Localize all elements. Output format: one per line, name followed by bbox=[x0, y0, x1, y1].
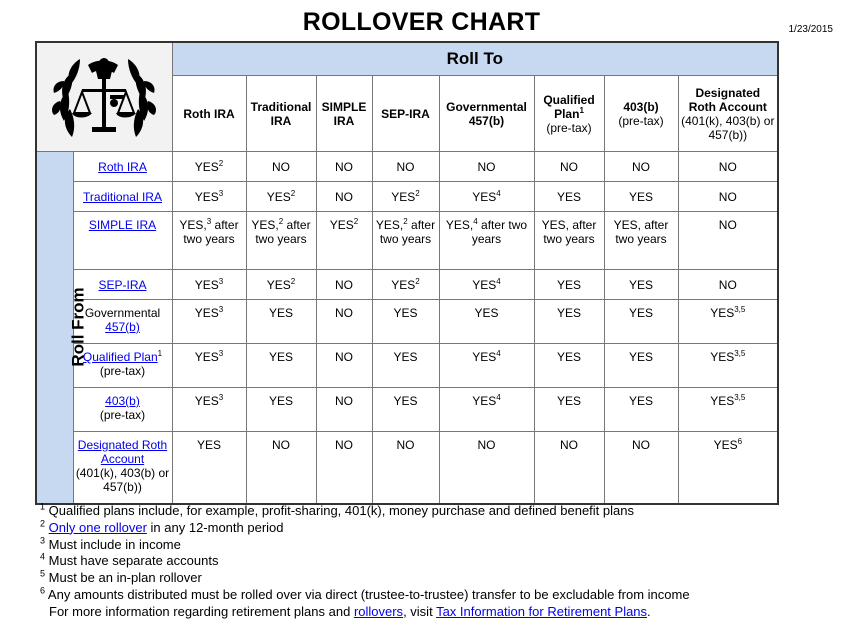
table-cell bbox=[246, 300, 316, 344]
cell-value: YES bbox=[472, 189, 497, 204]
row-header-link[interactable]: Qualified Plan bbox=[82, 350, 158, 364]
table-cell bbox=[372, 152, 439, 182]
footnote-ref: 3 bbox=[218, 349, 224, 358]
table-cell bbox=[439, 152, 534, 182]
table-cell bbox=[172, 212, 246, 270]
cell-value: YES bbox=[556, 306, 581, 320]
table-cell bbox=[678, 212, 778, 270]
footnote-ref: 4 bbox=[496, 276, 501, 286]
cell-value: YES bbox=[194, 306, 219, 320]
footnote-text: in any 12-month period bbox=[146, 519, 284, 535]
table-cell bbox=[172, 152, 246, 182]
table-cell bbox=[439, 432, 534, 504]
table-cell bbox=[678, 344, 778, 388]
footnote-text: Must include in income bbox=[48, 536, 181, 552]
table-cell bbox=[604, 300, 678, 344]
footnote-ref: 3 bbox=[218, 393, 224, 402]
irs-eagle-logo-icon bbox=[52, 51, 156, 141]
cell-value: YES bbox=[393, 394, 418, 408]
more-info-prefix: For more information regarding retirement plans and bbox=[49, 603, 354, 619]
column-header-7 bbox=[678, 76, 778, 152]
table-cell bbox=[316, 432, 372, 504]
table-cell bbox=[604, 388, 678, 432]
table-cell bbox=[604, 212, 678, 270]
cell-value: NO bbox=[718, 218, 737, 232]
cell-value-rest: after two years bbox=[255, 218, 311, 246]
footnote-number: 6 bbox=[40, 585, 46, 596]
cell-value: YES bbox=[556, 277, 581, 292]
cell-value: YES bbox=[474, 306, 499, 320]
footnote bbox=[40, 503, 690, 520]
table-cell bbox=[439, 388, 534, 432]
table-row bbox=[36, 344, 778, 388]
footnote-ref: 2 bbox=[403, 217, 408, 226]
column-header-sub: (pre-tax) bbox=[546, 120, 592, 135]
footnote-ref: 3,5 bbox=[734, 349, 746, 358]
table-cell bbox=[604, 182, 678, 212]
cell-value: NO bbox=[272, 438, 290, 452]
row-header-5 bbox=[73, 344, 172, 388]
table-cell bbox=[439, 182, 534, 212]
roll-from-header bbox=[36, 152, 88, 504]
row-header-6 bbox=[73, 388, 172, 432]
footnote-ref: 6 bbox=[737, 437, 743, 446]
cell-value: YES bbox=[329, 218, 354, 232]
cell-value: NO bbox=[477, 159, 496, 174]
rollovers-link[interactable]: rollovers bbox=[353, 603, 404, 619]
table-row bbox=[36, 388, 778, 432]
cell-value: NO bbox=[396, 159, 415, 174]
footnote-ref: 3 bbox=[206, 217, 212, 226]
cell-value: YES bbox=[268, 306, 293, 320]
cell-value: NO bbox=[477, 438, 496, 452]
column-header-label: SIMPLE IRA bbox=[321, 99, 367, 128]
chart-date: 1/23/2015 bbox=[788, 24, 833, 35]
row-header-prefix: Governmental bbox=[84, 306, 161, 320]
table-cell bbox=[316, 152, 372, 182]
cell-value: YES, bbox=[375, 218, 404, 232]
table-cell bbox=[316, 300, 372, 344]
cell-value: YES bbox=[556, 189, 581, 204]
column-header-label: Roth IRA bbox=[183, 106, 235, 121]
cell-value: YES bbox=[628, 394, 653, 408]
cell-value: YES bbox=[194, 189, 219, 204]
row-header-3 bbox=[73, 270, 172, 300]
table-row bbox=[36, 270, 778, 300]
table-cell bbox=[534, 432, 604, 504]
table-cell bbox=[534, 182, 604, 212]
more-info-suffix: . bbox=[647, 603, 651, 619]
footnote-ref: 2 bbox=[415, 188, 420, 198]
table-cell bbox=[534, 300, 604, 344]
table-cell bbox=[604, 344, 678, 388]
column-header-0 bbox=[172, 76, 246, 152]
cell-value: YES bbox=[628, 350, 653, 364]
table-cell bbox=[678, 270, 778, 300]
cell-value-rest: after two years bbox=[379, 218, 436, 246]
roll-from-label: Roll From bbox=[68, 287, 88, 367]
table-cell bbox=[172, 300, 246, 344]
table-cell bbox=[604, 432, 678, 504]
column-header-label: Designated Roth Account bbox=[688, 85, 767, 114]
row-header-0 bbox=[73, 152, 172, 182]
footnote-ref: 1 bbox=[157, 349, 163, 358]
cell-value: YES bbox=[628, 189, 653, 204]
table-cell bbox=[246, 212, 316, 270]
cell-value: YES bbox=[556, 394, 581, 408]
footnote-ref: 3,5 bbox=[734, 393, 746, 402]
cell-value: YES bbox=[710, 306, 735, 320]
table-cell bbox=[372, 388, 439, 432]
table-row bbox=[36, 152, 778, 182]
row-header-link[interactable]: Traditional IRA bbox=[83, 189, 162, 204]
cell-value: YES, after two years bbox=[613, 218, 669, 246]
table-cell bbox=[246, 152, 316, 182]
cell-value: YES bbox=[194, 277, 219, 292]
cell-value: NO bbox=[335, 306, 353, 320]
row-header-link[interactable]: 403(b) bbox=[105, 394, 140, 408]
column-header-label: SEP-IRA bbox=[381, 106, 430, 121]
table-cell bbox=[316, 182, 372, 212]
table-cell bbox=[372, 182, 439, 212]
table-cell bbox=[316, 270, 372, 300]
tax-info-retirement-plans-link[interactable]: Tax Information for Retirement Plans bbox=[436, 603, 648, 619]
table-row bbox=[36, 212, 778, 270]
footnote-link[interactable]: Only one rollover bbox=[48, 519, 147, 535]
column-header-label: Traditional IRA bbox=[250, 99, 312, 128]
cell-value: YES bbox=[391, 277, 416, 292]
cell-value: YES bbox=[472, 394, 497, 408]
footnote-text: Must be an in-plan rollover bbox=[48, 570, 202, 586]
footnote-number: 5 bbox=[40, 568, 46, 579]
table-cell bbox=[372, 300, 439, 344]
cell-value: YES bbox=[266, 277, 291, 292]
table-cell bbox=[604, 270, 678, 300]
table-cell bbox=[372, 270, 439, 300]
row-header-link[interactable]: 457(b) bbox=[105, 320, 140, 334]
more-info-middle: , visit bbox=[403, 603, 437, 619]
table-cell bbox=[439, 344, 534, 388]
footnote bbox=[40, 553, 690, 570]
table-cell bbox=[316, 344, 372, 388]
row-header-sub: (pre-tax) bbox=[99, 364, 146, 378]
table-cell bbox=[678, 152, 778, 182]
cell-value: YES bbox=[393, 350, 418, 364]
footnote-ref: 4 bbox=[496, 188, 501, 198]
footnote-ref: 2 bbox=[353, 217, 359, 226]
footnote-ref: 4 bbox=[496, 349, 501, 358]
footnote-ref: 2 bbox=[218, 158, 224, 168]
cell-value: YES bbox=[628, 277, 653, 292]
footnote bbox=[40, 570, 690, 587]
footnote bbox=[40, 520, 690, 537]
table-row bbox=[36, 300, 778, 344]
table-cell bbox=[534, 344, 604, 388]
row-header-1 bbox=[73, 182, 172, 212]
cell-value-rest: after two years bbox=[471, 218, 528, 246]
table-row bbox=[36, 432, 778, 504]
footnote-ref: 2 bbox=[290, 276, 296, 286]
table-cell bbox=[316, 388, 372, 432]
column-header-4 bbox=[439, 76, 534, 152]
cell-value: YES, after two years bbox=[541, 218, 597, 246]
row-header-link[interactable]: Roth IRA bbox=[98, 159, 147, 174]
table-cell bbox=[534, 212, 604, 270]
cell-value: YES bbox=[194, 394, 219, 408]
table-cell bbox=[678, 182, 778, 212]
table-cell bbox=[534, 270, 604, 300]
table-cell bbox=[246, 270, 316, 300]
row-header-2 bbox=[73, 212, 172, 270]
cell-value: NO bbox=[560, 438, 578, 452]
footnote-number: 1 bbox=[40, 501, 46, 512]
footnote-number: 4 bbox=[40, 552, 46, 563]
footnote-ref: 2 bbox=[415, 276, 420, 286]
cell-value: NO bbox=[335, 438, 353, 452]
column-header-sub: (pre-tax) bbox=[618, 113, 664, 128]
cell-value: YES, bbox=[445, 218, 474, 232]
cell-value: NO bbox=[718, 159, 737, 174]
row-header-link[interactable]: SIMPLE IRA bbox=[88, 218, 157, 232]
table-cell bbox=[372, 432, 439, 504]
table-cell bbox=[534, 388, 604, 432]
footnote-text: Must have separate accounts bbox=[48, 553, 219, 569]
row-header-4 bbox=[73, 300, 172, 344]
column-header-2 bbox=[316, 76, 372, 152]
table-cell bbox=[172, 344, 246, 388]
row-header-link[interactable]: Designated Roth Account bbox=[77, 438, 168, 466]
page-title: ROLLOVER CHART bbox=[302, 8, 541, 36]
table-cell bbox=[534, 152, 604, 182]
footnote-ref: 2 bbox=[278, 217, 284, 226]
table-cell bbox=[246, 344, 316, 388]
rollover-table bbox=[35, 41, 779, 505]
cell-value: YES bbox=[472, 350, 497, 364]
cell-value: NO bbox=[335, 159, 353, 174]
column-header-3 bbox=[372, 76, 439, 152]
cell-value: YES, bbox=[179, 218, 207, 232]
row-header-sub: (pre-tax) bbox=[99, 408, 146, 422]
cell-value: YES bbox=[266, 189, 291, 204]
table-cell bbox=[246, 432, 316, 504]
cell-value: NO bbox=[632, 438, 650, 452]
table-cell bbox=[316, 212, 372, 270]
column-header-sub: (401(k), 403(b) or 457(b)) bbox=[681, 113, 775, 142]
footnote bbox=[40, 587, 690, 604]
footnote-number: 3 bbox=[40, 535, 46, 546]
row-header-7 bbox=[73, 432, 172, 504]
table-cell bbox=[678, 388, 778, 432]
footnote-text: Any amounts distributed must be rolled over via direct (trustee-to-trustee) transfer to be excludable from income bbox=[47, 586, 690, 602]
footnote-ref: 2 bbox=[290, 188, 296, 198]
footnote-ref: 4 bbox=[496, 393, 501, 402]
table-cell bbox=[172, 432, 246, 504]
table-cell bbox=[604, 152, 678, 182]
table-cell bbox=[172, 388, 246, 432]
column-header-6 bbox=[604, 76, 678, 152]
cell-value: YES bbox=[713, 438, 738, 452]
footnote-ref: 3 bbox=[218, 276, 224, 286]
cell-value: YES bbox=[710, 394, 735, 408]
footnote-ref: 3,5 bbox=[734, 305, 746, 314]
cell-value: NO bbox=[335, 277, 353, 292]
table-cell bbox=[246, 388, 316, 432]
roll-to-header: Roll To bbox=[172, 42, 778, 76]
cell-value: YES, bbox=[251, 218, 279, 232]
table-cell bbox=[439, 300, 534, 344]
footnote-ref: 1 bbox=[579, 105, 584, 115]
cell-value: YES bbox=[556, 350, 581, 364]
cell-value: YES bbox=[628, 306, 653, 320]
table-cell bbox=[372, 212, 439, 270]
footnote-ref: 4 bbox=[473, 217, 478, 226]
table-cell bbox=[439, 212, 534, 270]
cell-value: YES bbox=[391, 189, 416, 204]
table-cell bbox=[246, 182, 316, 212]
cell-value: YES bbox=[710, 350, 735, 364]
cell-value: YES bbox=[194, 350, 219, 364]
cell-value: NO bbox=[335, 350, 353, 364]
cell-value: NO bbox=[718, 189, 737, 204]
footnote-number: 2 bbox=[40, 518, 46, 529]
footnote-ref: 3 bbox=[218, 305, 224, 314]
cell-value: YES bbox=[196, 438, 221, 452]
column-header-label: 403(b) bbox=[623, 99, 659, 114]
cell-value: YES bbox=[194, 159, 219, 174]
row-header-link[interactable]: SEP-IRA bbox=[98, 277, 147, 292]
column-header-5 bbox=[534, 76, 604, 152]
table-cell bbox=[439, 270, 534, 300]
cell-value: YES bbox=[268, 350, 293, 364]
table-cell bbox=[372, 344, 439, 388]
cell-value: NO bbox=[718, 277, 737, 292]
cell-value: YES bbox=[472, 277, 497, 292]
cell-value: NO bbox=[272, 159, 290, 174]
column-header-1 bbox=[246, 76, 316, 152]
column-header-label: Qualified Plan bbox=[543, 92, 595, 121]
table-cell bbox=[678, 432, 778, 504]
cell-value: YES bbox=[393, 306, 418, 320]
footnote bbox=[40, 537, 690, 554]
footnote-ref: 3 bbox=[218, 188, 224, 198]
cell-value: NO bbox=[632, 159, 650, 174]
row-header-sub: (401(k), 403(b) or 457(b)) bbox=[75, 466, 170, 494]
more-info-line bbox=[40, 604, 690, 621]
cell-value: YES bbox=[268, 394, 293, 408]
table-cell bbox=[172, 182, 246, 212]
cell-value: NO bbox=[335, 189, 353, 204]
table-cell bbox=[172, 270, 246, 300]
table-row bbox=[36, 182, 778, 212]
cell-value: NO bbox=[396, 438, 415, 452]
column-header-label: Governmental 457(b) bbox=[446, 99, 527, 128]
logo-cell bbox=[36, 42, 172, 152]
cell-value-rest: after two years bbox=[183, 218, 239, 246]
footnotes bbox=[40, 503, 690, 621]
table-cell bbox=[678, 300, 778, 344]
cell-value: NO bbox=[560, 159, 578, 174]
cell-value: NO bbox=[335, 394, 353, 408]
footnote-text: Qualified plans include, for example, profit-sharing, 401(k), money purchase and defined benefit plans bbox=[48, 503, 634, 518]
